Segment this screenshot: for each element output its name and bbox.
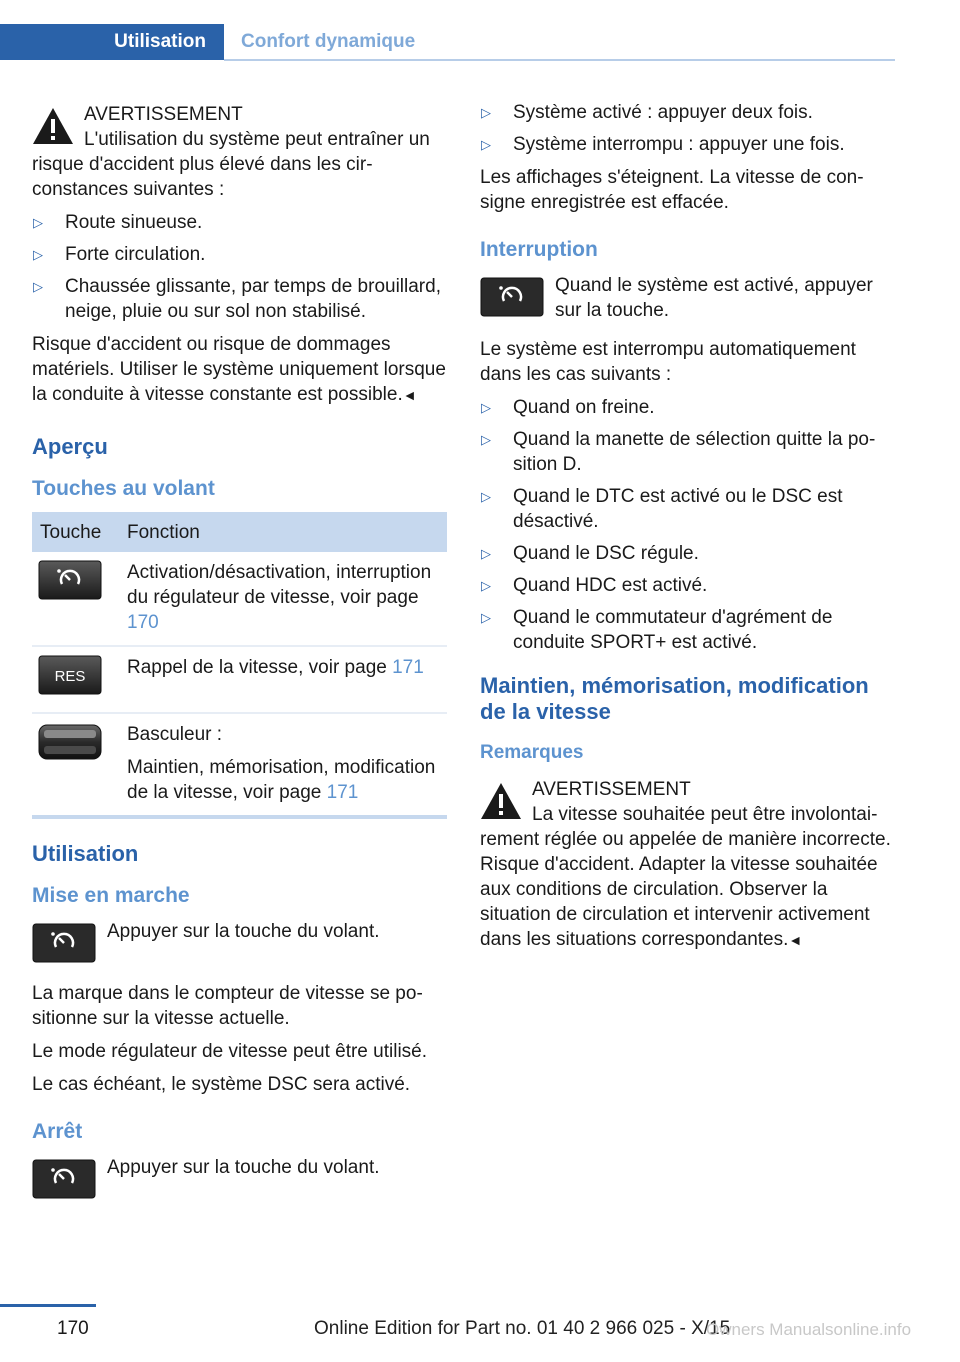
table-row xyxy=(32,552,447,646)
heading-mise-en-marche: Mise en marche xyxy=(32,884,190,907)
heading-interruption: Interruption xyxy=(480,238,598,261)
paragraph: Le cas échéant, le système DSC sera activé. xyxy=(32,1074,411,1095)
keys-table xyxy=(32,512,447,819)
table-cell-line: Basculeur : xyxy=(127,724,223,745)
warning-list xyxy=(32,210,447,324)
list-item: ▷ Forte circulation. xyxy=(33,244,206,265)
activation-list xyxy=(480,100,895,157)
paragraph: Le mode régulateur de vitesse peut être utilisé. xyxy=(32,1041,428,1062)
paragraph: Le système est interrompu automatiquement dans les cas suivants : xyxy=(480,339,856,385)
paragraph: La marque dans le compteur de vitesse se positionne sur la vitesse actuelle. xyxy=(32,983,423,1029)
auto-interrupt-list xyxy=(480,395,895,655)
rocker-switch-icon xyxy=(38,722,102,762)
mise-en-marche-text: Appuyer sur la touche du volant. xyxy=(107,921,380,942)
list-item: ▷ Route sinueuse. xyxy=(33,212,203,233)
interruption-row xyxy=(480,273,895,323)
list-item: ▷ Système interrompu : appuyer une fois. xyxy=(481,134,845,155)
left-column xyxy=(32,100,447,1217)
table-cell: Activation/désactivation, interruption du régulateur de vitesse, voir page 170 xyxy=(119,552,447,646)
header-tab-utilisation[interactable]: Utilisation xyxy=(0,24,224,60)
list-item: ▷ Système activé : appuyer deux fois. xyxy=(481,102,813,123)
cruise-control-button-icon xyxy=(38,560,102,600)
warning-outro: Risque d'accident ou risque de dommages matériels. Utiliser le système uniquement lorsque la conduite à vitesse constante est possible.◄ xyxy=(32,334,446,405)
list-item: ▷ Quand HDC est activé. xyxy=(481,575,708,596)
cruise-control-button-icon xyxy=(32,923,96,963)
heading-touches-au-volant: Touches au volant xyxy=(32,477,215,500)
bullet-triangle-icon: ▷ xyxy=(33,279,43,294)
list-item: ▷ Chaussée glissante, par temps de brouillard, neige, pluie ou sur sol non stabilisé. xyxy=(33,276,441,322)
page-link[interactable]: 171 xyxy=(326,782,359,803)
table-cell: Rappel de la vitesse, voir page 171 xyxy=(119,646,447,713)
heading-arret: Arrêt xyxy=(32,1120,83,1143)
table-row xyxy=(32,713,447,817)
warning-intro-text: L'utilisation du système peut entraîner un risque d'accident plus élevé dans les circonstances suivantes : xyxy=(32,129,430,200)
table-header-fonction: Fonction xyxy=(119,512,447,552)
cruise-control-button-icon xyxy=(480,277,544,317)
table-header-touche: Touche xyxy=(32,512,119,552)
header-rule xyxy=(224,59,895,61)
warning-block xyxy=(32,100,447,202)
bullet-triangle-icon: ▷ xyxy=(481,578,491,593)
heading-maintien: Maintien, mémorisation, modification de la vitesse xyxy=(480,673,869,724)
heading-apercu: Aperçu xyxy=(32,434,108,459)
end-mark: ◄ xyxy=(402,387,417,403)
warning-title: AVERTISSEMENT xyxy=(532,779,691,800)
bullet-triangle-icon: ▷ xyxy=(33,247,43,262)
cruise-control-button-icon xyxy=(32,1159,96,1199)
table-header-row xyxy=(32,512,447,552)
list-item: ▷ Quand le commutateur d'agrément de conduite SPORT+ est activé. xyxy=(481,607,833,653)
bullet-triangle-icon: ▷ xyxy=(481,137,491,152)
bullet-triangle-icon: ▷ xyxy=(481,610,491,625)
page-link[interactable]: 170 xyxy=(127,612,159,633)
footer-rule xyxy=(0,1304,96,1307)
page-link[interactable]: 171 xyxy=(392,657,424,678)
warning-block xyxy=(480,775,895,953)
warning-text: La vitesse souhaitée peut être involontairement réglée ou appelée de manière incorrecte. Risque d'accident. Adapter la vitesse souhaitée aux conditions de circulation. Observer la situation de circulation et intervenir activement dans les situations correspondantes.◄ xyxy=(480,804,891,950)
mise-en-marche-row xyxy=(32,919,447,967)
heading-remarques: Remarques xyxy=(480,742,584,763)
page-header xyxy=(0,24,895,60)
bullet-triangle-icon: ▷ xyxy=(481,489,491,504)
list-item: ▷ Quand le DSC régule. xyxy=(481,543,699,564)
arret-row xyxy=(32,1155,447,1203)
page-number: 170 xyxy=(57,1318,89,1339)
arret-text: Appuyer sur la touche du volant. xyxy=(107,1157,380,1178)
svg-text:RES: RES xyxy=(54,668,86,685)
list-item: ▷ Quand le DTC est activé ou le DSC est désactivé. xyxy=(481,486,843,532)
res-button-icon xyxy=(38,655,102,695)
end-mark: ◄ xyxy=(788,932,803,948)
edition-text: Online Edition for Part no. 01 40 2 966 025 - X/15 xyxy=(314,1318,731,1339)
interruption-text: Quand le système est activé, appuyer sur la touche. xyxy=(555,275,873,321)
bullet-triangle-icon: ▷ xyxy=(33,215,43,230)
heading-utilisation: Utilisation xyxy=(32,841,139,866)
bullet-triangle-icon: ▷ xyxy=(481,432,491,447)
bullet-triangle-icon: ▷ xyxy=(481,105,491,120)
list-item: ▷ Quand la manette de sélection quitte la position D. xyxy=(481,429,876,475)
table-cell: Basculeur : Maintien, mémorisation, modification de la vitesse, voir page 171 xyxy=(119,713,447,817)
list-item: ▷ Quand on freine. xyxy=(481,397,655,418)
paragraph: Les affichages s'éteignent. La vitesse de consigne enregistrée est effacée. xyxy=(480,167,864,213)
table-row xyxy=(32,646,447,713)
watermark: Owners Manualsonline.info xyxy=(706,1320,912,1339)
header-tab-confort-dynamique[interactable]: Confort dynamique xyxy=(241,31,416,52)
warning-triangle-icon xyxy=(32,106,74,146)
warning-title: AVERTISSEMENT xyxy=(84,104,243,125)
warning-triangle-icon xyxy=(480,781,522,821)
bullet-triangle-icon: ▷ xyxy=(481,400,491,415)
right-column xyxy=(480,100,895,961)
bullet-triangle-icon: ▷ xyxy=(481,546,491,561)
